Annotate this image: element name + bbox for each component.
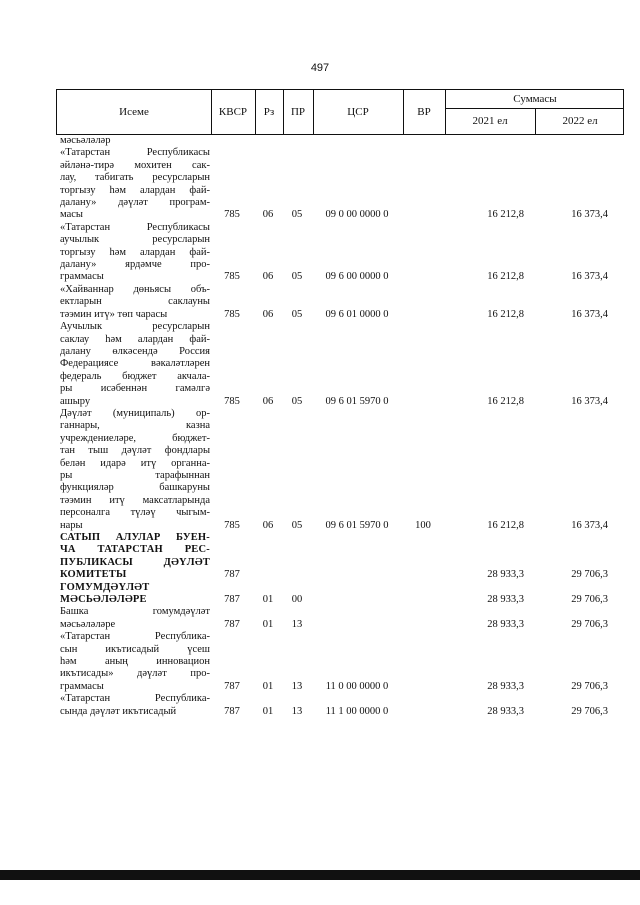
cell-csr: 09 6 01 0000 0: [325, 308, 389, 320]
row-name: [56, 631, 210, 693]
row-name-line: далану» дәүләт програм-: [60, 197, 210, 209]
cell-sum-2021: 16 212,8: [487, 209, 524, 221]
cell-sum-2021: 28 933,3: [487, 705, 524, 717]
row-name-line: САТЫП АЛУЛАР БУЕН-: [60, 532, 210, 543]
row-name-line: КОМИТЕТЫ: [60, 569, 127, 581]
cell-sum-2022: 16 373,4: [571, 308, 608, 320]
row-name-line: «Татарстан Республика-: [60, 693, 210, 705]
cell-rz: 01: [262, 680, 274, 692]
cell-csr: [312, 532, 402, 582]
cell-vr: [402, 582, 444, 607]
cell-csr: 11 0 00 0000 0: [325, 680, 389, 692]
header-year-2022: 2022 ел: [562, 115, 598, 127]
row-name-line: нары: [60, 519, 83, 531]
cell-vr: [402, 222, 444, 284]
cell-vr: 100: [415, 519, 431, 531]
cell-rz: [254, 532, 282, 582]
row-name-line: ры исәбеннән гамәлгә: [60, 383, 210, 395]
cell-kvsr: 785: [224, 271, 240, 283]
cell-pr: 05: [291, 209, 303, 221]
table-row: [56, 532, 624, 582]
row-name-line: сын икътисадый үсеш: [60, 643, 210, 655]
row-name-line: мәсьәләләре: [60, 618, 116, 630]
cell-vr: [402, 693, 444, 718]
cell-sum-2021: 16 212,8: [487, 519, 524, 531]
row-name-line: белән идарә итү органна-: [60, 457, 210, 469]
row-name: [56, 582, 210, 607]
row-name-line: федераль бюджет акчала-: [60, 370, 210, 382]
row-name-line: ЧА ТАТАРСТАН РЕС-: [60, 544, 210, 556]
cell-rz: 06: [262, 308, 274, 320]
cell-kvsr: 785: [224, 519, 240, 531]
cell-vr: [402, 284, 444, 321]
budget-table: [56, 89, 624, 718]
row-name-line: ектларын саклауны: [60, 296, 210, 308]
row-name-line: граммасы: [60, 271, 104, 283]
header-sums: Суммасы: [513, 93, 557, 105]
cell-sum-2021: 28 933,3: [487, 594, 524, 606]
cell-sum-2022: 29 706,3: [571, 705, 608, 717]
row-name: [56, 606, 210, 631]
cell-pr: 13: [291, 618, 303, 630]
row-name-line: Дәүләт (муниципаль) ор-: [60, 407, 210, 419]
header-pr: ПР: [290, 106, 306, 118]
table-row: [56, 321, 624, 408]
cell-csr: [312, 582, 402, 607]
cell-sum-2022: [526, 135, 608, 147]
row-name-line: «Татарстан Республика-: [60, 631, 210, 643]
row-name-line: Башка гомумдәүләт: [60, 606, 210, 618]
cell-sum-2021: 28 933,3: [487, 680, 524, 692]
row-name-line: ганнары, казна: [60, 420, 210, 432]
cell-kvsr: 785: [224, 209, 240, 221]
cell-pr: 05: [291, 308, 303, 320]
cell-pr: 05: [291, 519, 303, 531]
cell-rz: [254, 135, 282, 147]
row-name: [56, 693, 210, 718]
table-row: [56, 631, 624, 693]
cell-vr: [402, 135, 444, 147]
row-name-line: «Хайваннар дөньясы объ-: [60, 283, 210, 295]
cell-sum-2021: 16 212,8: [487, 271, 524, 283]
header-vr: ВР: [417, 106, 431, 118]
cell-csr: [312, 606, 402, 631]
row-name-line: әйләнә-тирә мохитен сак-: [60, 159, 210, 171]
row-name-line: ашыру: [60, 395, 91, 407]
cell-sum-2022: 16 373,4: [571, 519, 608, 531]
cell-sum-2022: 29 706,3: [571, 680, 608, 692]
cell-pr: 05: [291, 395, 303, 407]
cell-sum-2021: 28 933,3: [487, 618, 524, 630]
table-header: [56, 89, 624, 135]
cell-sum-2022: 29 706,3: [571, 569, 608, 581]
row-name-line: далану өлкәсендә Россия: [60, 345, 210, 357]
table-row: [56, 693, 624, 718]
cell-csr: 09 6 00 0000 0: [325, 271, 389, 283]
row-name-line: граммасы: [60, 680, 104, 692]
table-row: [56, 582, 624, 607]
cell-vr: [402, 147, 444, 221]
row-name-line: персоналга түләү чыгым-: [60, 507, 210, 519]
cell-sum-2022: 16 373,4: [571, 271, 608, 283]
row-name-line: «Татарстан Республикасы: [60, 221, 210, 233]
cell-rz: 06: [262, 209, 274, 221]
table-row: [56, 135, 624, 147]
header-csr: ЦСР: [347, 106, 369, 118]
row-name: [56, 135, 210, 147]
cell-rz: 06: [262, 519, 274, 531]
table-body: [56, 135, 624, 718]
cell-rz: 01: [262, 618, 274, 630]
cell-csr: 09 6 01 5970 0: [325, 519, 389, 531]
header-rz: Рз: [263, 106, 275, 118]
row-name: [56, 147, 210, 221]
cell-kvsr: 787: [224, 705, 240, 717]
row-name-line: ПУБЛИКАСЫ ДӘҮЛӘТ: [60, 556, 210, 568]
cell-vr: [402, 321, 444, 408]
row-name: [56, 284, 210, 321]
cell-sum-2022: 16 373,4: [571, 209, 608, 221]
row-name-line: мәсьәләләр: [60, 135, 111, 146]
cell-pr: 00: [291, 594, 303, 606]
row-name-line: ГОМУМДӘҮЛӘТ: [60, 581, 150, 593]
row-name-line: тәэмин итү максатларында: [60, 494, 210, 506]
row-name-line: сында дәүләт икътисадый: [60, 705, 177, 717]
row-name-line: МӘСЬӘЛӘЛӘРЕ: [60, 594, 147, 606]
cell-pr: [282, 532, 312, 582]
row-name-line: «Татарстан Республикасы: [60, 147, 210, 159]
table-row: [56, 606, 624, 631]
cell-sum-2022: 29 706,3: [571, 618, 608, 630]
cell-csr: 09 0 00 0000 0: [325, 209, 389, 221]
cell-kvsr: 787: [224, 569, 240, 581]
cell-rz: 06: [262, 395, 274, 407]
row-name-line: саклау һәм алардан фай-: [60, 333, 210, 345]
scan-edge-bar: [0, 870, 640, 880]
header-kvsr: КВСР: [218, 106, 248, 118]
cell-sum-2022: 16 373,4: [571, 395, 608, 407]
cell-pr: [282, 135, 312, 147]
cell-kvsr: 785: [224, 308, 240, 320]
cell-kvsr: 787: [224, 594, 240, 606]
cell-vr: [402, 606, 444, 631]
cell-pr: 13: [291, 705, 303, 717]
row-name-line: аучылык ресурсларын: [60, 234, 210, 246]
row-name-line: Федерациясе вәкаләтләрен: [60, 358, 210, 370]
cell-csr: 11 1 00 0000 0: [325, 705, 389, 717]
row-name-line: тан тыш дәүләт фондлары: [60, 445, 210, 457]
cell-sum-2021: 16 212,8: [487, 308, 524, 320]
header-name: Исеме: [119, 106, 149, 118]
row-name-line: тәэмин итү» төп чарасы: [60, 308, 168, 320]
cell-rz: 01: [262, 705, 274, 717]
row-name-line: лау, табигать ресурсларын: [60, 172, 210, 184]
table-row: [56, 408, 624, 532]
table-row: [56, 284, 624, 321]
row-name-line: икътисады» дәүләт про-: [60, 668, 210, 680]
row-name-line: һәм аның инновацион: [60, 656, 210, 668]
cell-csr: 09 6 01 5970 0: [325, 395, 389, 407]
cell-pr: 13: [291, 680, 303, 692]
row-name-line: ры тарафыннан: [60, 469, 210, 481]
row-name: [56, 321, 210, 408]
cell-rz: 06: [262, 271, 274, 283]
page-number: 497: [310, 62, 330, 74]
cell-sum-2021: 28 933,3: [487, 569, 524, 581]
cell-rz: 01: [262, 594, 274, 606]
cell-vr: [402, 631, 444, 693]
row-name-line: масы: [60, 209, 83, 221]
cell-sum-2021: 16 212,8: [487, 395, 524, 407]
row-name: [56, 408, 210, 532]
row-name-line: далану» ярдәмче про-: [60, 259, 210, 271]
cell-kvsr: 787: [224, 680, 240, 692]
row-name-line: функцияләр башкаруны: [60, 482, 210, 494]
table-row: [56, 147, 624, 221]
row-name: [56, 532, 210, 582]
cell-pr: 05: [291, 271, 303, 283]
table-row: [56, 222, 624, 284]
cell-sum-2022: 29 706,3: [571, 594, 608, 606]
row-name-line: учреждениеләре, бюджет-: [60, 432, 210, 444]
header-year-2021: 2021 ел: [472, 115, 508, 127]
cell-csr: [312, 135, 402, 147]
cell-sum-2021: [444, 135, 526, 147]
cell-vr: [402, 532, 444, 582]
cell-kvsr: [210, 135, 254, 147]
row-name: [56, 222, 210, 284]
row-name-line: торгызу һәм алардан фай-: [60, 184, 210, 196]
cell-kvsr: 787: [224, 618, 240, 630]
cell-kvsr: 785: [224, 395, 240, 407]
row-name-line: торгызу һәм алардан фай-: [60, 246, 210, 258]
row-name-line: Аучылык ресурсларын: [60, 321, 210, 333]
